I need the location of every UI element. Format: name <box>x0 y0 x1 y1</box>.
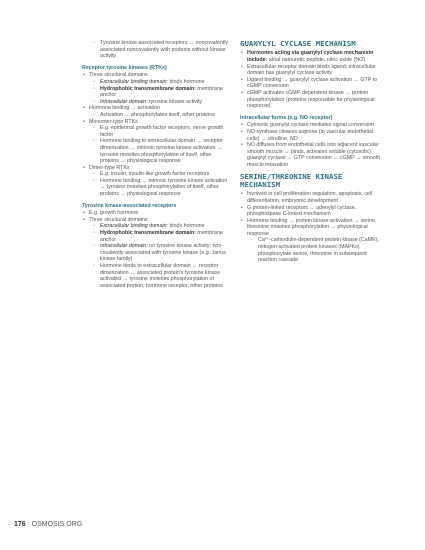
bullet-item <box>82 165 230 172</box>
sub-bullet-item <box>82 125 230 138</box>
bullet-text: Extracellular receptor domain binds ligand; intracellular domain has guanylyl cyclase activity <box>247 63 376 77</box>
bullet-text: Tyrosine kinase-associated receptors <box>82 202 177 209</box>
bullet-text: Three structural domains <box>89 72 148 79</box>
sub-bullet-item <box>240 237 385 263</box>
bullet-text: E.g. growth hormone <box>89 210 139 217</box>
subsection-heading <box>82 65 230 72</box>
bullet-term: Extracellular binding domain: <box>100 223 169 230</box>
sub-bullet-item <box>82 223 230 230</box>
section-heading <box>240 173 385 190</box>
section-heading <box>240 40 385 48</box>
bullet-text: membrane anchor <box>100 85 223 99</box>
bullet-item <box>240 90 385 110</box>
bullet-item <box>240 218 385 238</box>
left-column <box>82 40 230 289</box>
bullet-text: Tyrosine kinase-associated receptors → noncovalently associated noncovalently with proteins without kinase activity <box>100 40 229 60</box>
bullet-item <box>240 64 385 77</box>
bullet-item <box>82 105 230 112</box>
bullet-text: tyrosine kinase activity <box>147 98 203 105</box>
bullet-item <box>82 210 230 217</box>
bullet-text: NO diffuses from endothelial cells into adjacent vascular smooth muscle → binds, activates soluble (cytosolic) guanylyl cyclase → GTP conversion → cGMP → smooth muscle relaxation <box>247 142 381 168</box>
bullet-text: Hormone binding → intrinsic tyrosine kinase activation → tyrosine moieties phosphorylation of itself, other proteins → physiological response <box>100 177 228 198</box>
bullet-item <box>240 142 385 168</box>
bullet-text: Activation → phosphorylates itself, other proteins <box>100 111 215 118</box>
bullet-text: Cytosolic guanylyl cyclase mediates signal conversion <box>247 122 374 129</box>
bullet-item <box>240 129 385 142</box>
bullet-term: Intracellular domain: <box>100 243 148 250</box>
bullet-item <box>240 77 385 90</box>
bullet-text: Hormone binds to extracellular domain → receptor dimerization → associated protein's tyrosine kinase activated → tyrosine moieties phosphorylation of associated protein, hormone receptor, other proteins <box>100 263 223 289</box>
bullet-item <box>82 72 230 79</box>
subsection-heading <box>240 115 385 122</box>
bullet-term: Intracellular domain: <box>100 98 148 105</box>
bullet-text: Receptor tyrosine kinases (RTKs) <box>82 64 167 71</box>
page-number: 176 <box>14 521 26 528</box>
bullet-text: Three structural domains <box>89 216 148 223</box>
sub-bullet-item <box>82 178 230 198</box>
sub-bullet-item <box>82 112 230 119</box>
bullet-item <box>240 191 385 204</box>
bullet-text: Ca²⁺-calmodulin-dependent protein kinase (CaMK), mitogen-activated protein kinases (MAPKs) phosphorylate serine, threonine in subsequent reaction cascade <box>258 237 379 264</box>
bullet-text: E.g. epidermal growth factor receptors, nerve growth factor <box>100 125 224 138</box>
bullet-text: Ligand binding → guanylyl cyclase activation → GTP to cGMP conversion <box>247 76 378 90</box>
sub-bullet-item <box>82 243 230 263</box>
bullet-term: Hydrophobic transmembrane domain: <box>100 85 196 92</box>
bullet-text: Monomer-type RTKs <box>89 118 138 125</box>
bullet-item <box>82 217 230 224</box>
sub-bullet-item <box>82 79 230 86</box>
sub-bullet-item <box>82 40 230 60</box>
bullet-item <box>82 119 230 126</box>
right-column <box>240 40 385 264</box>
site-name: OSMOSIS.ORG <box>31 521 83 528</box>
bullet-term: Hormones acting via guanylyl cyclase mechanism include: <box>247 50 374 63</box>
bullet-term: Hydrophobic transmembrane domain: <box>100 230 196 237</box>
sub-bullet-item <box>82 171 230 178</box>
bullet-text: atrial natriuretic peptide, nitric oxide (NO) <box>267 57 366 63</box>
sub-bullet-item <box>82 86 230 99</box>
bullet-text: membrane anchor <box>100 230 223 243</box>
bullet-text: E.g. insulin, insulin-like growth factor receptors <box>100 171 210 178</box>
bullet-text: Intracellular forms (e.g. NO receptor) <box>240 114 333 121</box>
page-footer <box>14 521 82 528</box>
bullet-text: G protein-linked receptors → adenylyl cyclase, phospholipase C-linked mechanism <box>247 204 357 218</box>
sub-bullet-item <box>82 230 230 243</box>
bullet-text: GUANYLYL CYCLASE MECHANISM <box>240 39 356 48</box>
bullet-item <box>240 50 385 63</box>
bullet-item <box>240 205 385 218</box>
bullet-text: Involved in cell proliferation regulation, apoptosis, cell differentiation, embryonic development <box>247 191 373 204</box>
bullet-text: binds hormone <box>168 223 205 230</box>
sub-bullet-item <box>82 99 230 106</box>
bullet-term: Extracellular binding domain: <box>100 78 169 85</box>
bullet-text: SERINE/THREONINE KINASE MECHANISM <box>240 171 343 189</box>
bullet-text: no tyrosine kinase activity; non-covalently associated with tyrosine kinase (e.g. Janus kinase family) <box>100 243 226 263</box>
sub-bullet-item <box>82 263 230 289</box>
bullet-text: cGMP activates cGMP-dependent kinase → protein phosphorylation (proteins responsible for physiological response) <box>247 89 375 110</box>
bullet-text: Dimer-type RTKs <box>89 164 130 171</box>
bullet-text: Hormone binding to extracellular domain → receptor dimerization → intrinsic tyrosine kinase activation → tyrosine moieties phosphorylation of itself, other proteins → physiological response <box>100 138 223 165</box>
bullet-text: Hormone binding → protein kinase activation → serine, threonine moieties phosphorylation → physiological response <box>247 217 377 237</box>
sub-bullet-item <box>82 138 230 164</box>
bullet-text: Hormone binding → activation <box>89 105 160 112</box>
bullet-item <box>240 122 385 129</box>
bullet-text: binds hormone <box>168 78 205 85</box>
subsection-heading <box>82 203 230 210</box>
bullet-text: NO synthase cleaves arginine (in vascular endothelial cells) → citrulline, NO <box>247 128 374 142</box>
